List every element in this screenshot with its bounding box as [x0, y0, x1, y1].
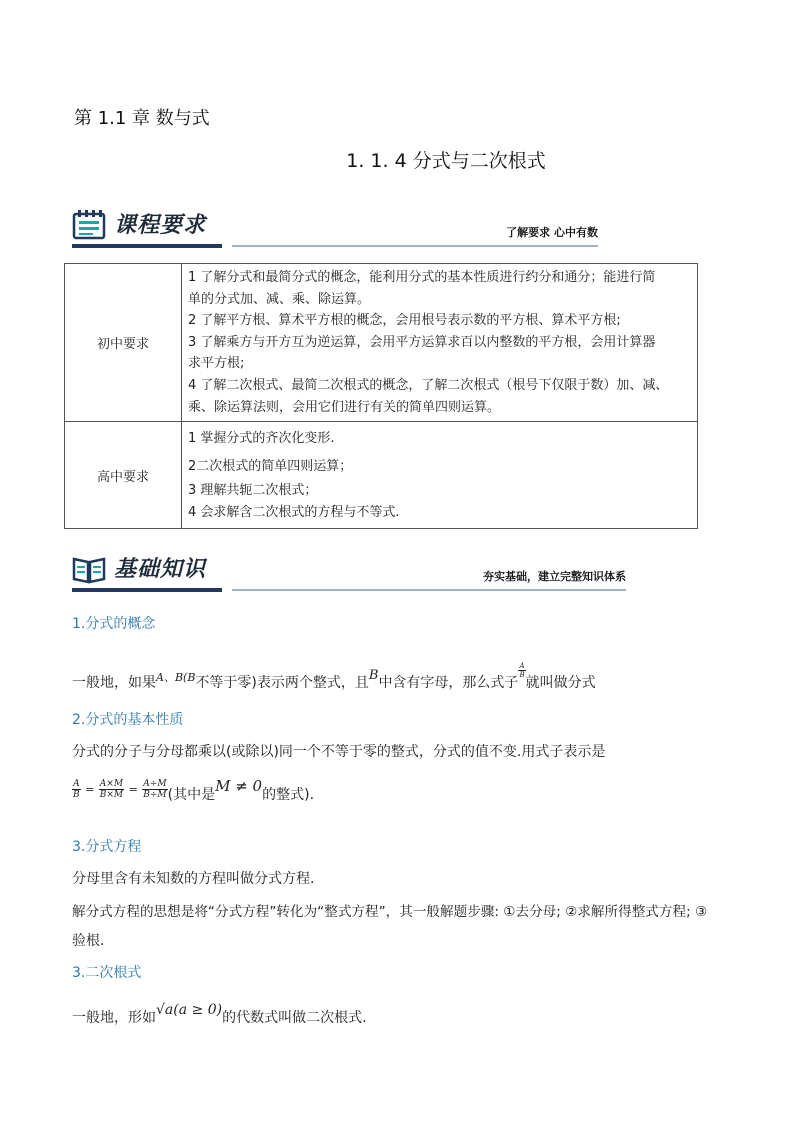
- requirement-line: 乘、除运算法则，会用它们进行有关的简单四则运算。: [188, 399, 501, 415]
- open-book-icon: [72, 554, 106, 584]
- requirement-line: 3 了解乘方与开方互为逆运算，会用平方运算求百以内整数的平方根，会用计算器: [188, 334, 656, 350]
- heading-fraction-concept: 1.分式的概念: [72, 616, 156, 632]
- requirement-line: 4 会求解含二次根式的方程与不等式.: [188, 505, 400, 521]
- requirement-line: 1 了解分式和最简分式的概念，能利用分式的基本性质进行约分和通分；能进行简: [188, 270, 656, 285]
- banner-bar: [72, 244, 222, 248]
- fraction-definition: 一般地，如果$^{A、B(B}$不等于零)表示两个整式，且B中含有字母，那么式子 $\frac{A}{B}$ 就叫做分式: [72, 662, 596, 691]
- chapter-title: 第 1.1 章 数与式: [74, 108, 210, 129]
- fraction-a-over-b: $\frac{A}{B}$: [519, 662, 525, 679]
- level-cell: 初中要求: [65, 264, 182, 422]
- banner-line: [232, 589, 626, 591]
- requirement-line: 3 理解共轭二次根式；: [188, 483, 318, 499]
- heading-fraction-property: 2.分式的基本性质: [72, 712, 184, 728]
- heading-quadratic-radical: 3.二次根式: [72, 965, 142, 981]
- banner-tagline: 夯实基础，建立完整知识体系: [483, 570, 626, 583]
- property-formula: $\frac{A}{B}$ = $\frac{A\times M}{B\times M}$ = $\frac{A\div M}{B\div M}$ (其中是M ≠ 0的整式).: [73, 777, 315, 803]
- section-title: 1. 1. 4 分式与二次根式: [346, 150, 546, 172]
- fraction: $\frac{A\div M}{B\div M}$: [143, 778, 167, 800]
- equation-method: 解分式方程的思想是将“分式方程”转化为“整式方程”，其一般解题步骤: ①去分母; ②求解所得整式方程; ③: [72, 904, 708, 920]
- heading-fraction-equation: 3.分式方程: [72, 839, 142, 855]
- requirements-table: [64, 263, 698, 529]
- equation-method-end: 验根.: [72, 933, 105, 949]
- requirement-line: 单的分式加、减、乘、除运算。: [188, 291, 371, 307]
- banner-tagline: 了解要求 心中有数: [506, 226, 598, 239]
- fraction: $\frac{A}{B}$: [73, 778, 80, 800]
- level-cell: 高中要求: [65, 422, 182, 529]
- content-cell: [182, 264, 698, 422]
- course-requirements-banner: [72, 208, 598, 252]
- table-row: [65, 422, 698, 529]
- requirement-line: 2二次根式的简单四则运算；: [188, 459, 353, 475]
- table-row: [65, 264, 698, 422]
- banner-line: [232, 245, 598, 247]
- fraction: $\frac{A\times M}{B\times M}$: [99, 778, 124, 800]
- equation-definition: 分母里含有未知数的方程叫做分式方程.: [72, 871, 315, 887]
- requirement-line: 2 了解平方根、算术平方根的概念，会用根号表示数的平方根、算术平方根;: [188, 313, 621, 329]
- content-cell: [182, 422, 698, 529]
- banner-bar: [72, 588, 222, 592]
- property-text: 分式的分子与分母都乘以(或除以)同一个不等于零的整式，分式的值不变.用式子表示是: [72, 744, 606, 760]
- basic-knowledge-banner: [72, 552, 626, 596]
- requirement-line: 1 掌握分式的齐次化变形.: [188, 431, 335, 447]
- notebook-icon: [72, 210, 106, 240]
- requirement-line: 4 了解二次根式、最简二次根式的概念，了解二次根式（根号下仅限于数）加、减、: [188, 377, 669, 393]
- radical-definition: 一般地，形如√a(a ≥ 0)的代数式叫做二次根式.: [72, 1002, 367, 1026]
- banner-title: 课程要求: [114, 213, 207, 238]
- requirement-line: 求平方根;: [188, 356, 245, 372]
- banner-title: 基础知识: [114, 557, 207, 582]
